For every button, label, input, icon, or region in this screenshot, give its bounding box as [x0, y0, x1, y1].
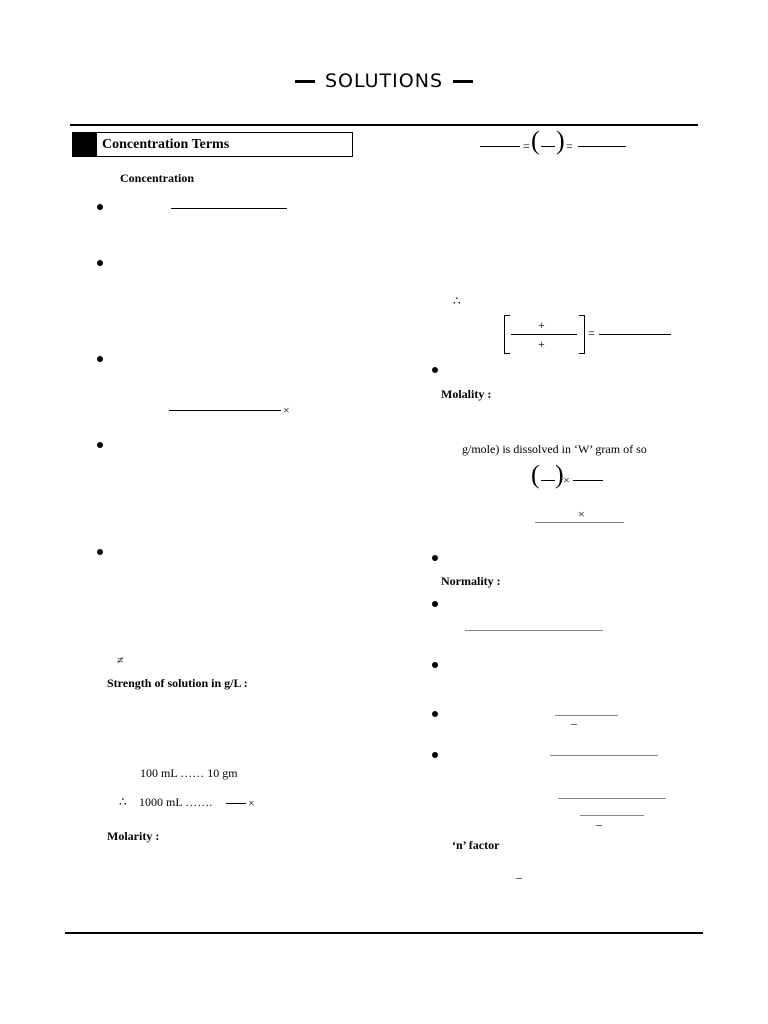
equals-symbol: =: [566, 139, 573, 153]
equals-symbol: =: [588, 326, 595, 340]
molality-heading: Molality :: [441, 387, 492, 401]
fraction-line: [465, 630, 603, 631]
bullet: [432, 367, 438, 373]
strength-heading: Strength of solution in g/L :: [107, 676, 248, 690]
fraction-line: [558, 798, 666, 799]
plus-symbol: +: [538, 318, 545, 332]
fraction-line: [578, 146, 626, 147]
bullet: [97, 549, 103, 555]
plus-symbol: +: [538, 337, 545, 351]
bullet: [432, 662, 438, 668]
minus-symbol: –: [516, 870, 522, 884]
left-bracket: [504, 315, 510, 354]
equals-symbol: =: [523, 139, 530, 153]
minus-symbol: –: [571, 716, 577, 730]
page-title: [0, 70, 768, 92]
bullet: [432, 555, 438, 561]
fraction-line: [541, 480, 555, 481]
fraction-line: [480, 146, 520, 147]
right-paren: ): [556, 126, 565, 155]
bullet: [97, 442, 103, 448]
times-symbol: ×: [563, 473, 570, 487]
footer-rule: [65, 932, 703, 934]
minus-symbol: –: [596, 817, 602, 831]
bullet: [432, 601, 438, 607]
therefore-symbol: ∴: [453, 294, 461, 308]
fraction-line: [573, 480, 603, 481]
fraction-line: [226, 803, 246, 804]
title-dash-right: [453, 80, 473, 83]
molarity-heading: Molarity :: [107, 829, 160, 843]
equation-line-2: 1000 mL …….: [139, 795, 213, 809]
section-heading-text: Concentration Terms: [102, 137, 230, 152]
right-paren: ): [555, 460, 564, 489]
not-equal-symbol: ≠: [117, 653, 124, 667]
left-paren: (: [531, 460, 540, 489]
right-bracket: [579, 315, 585, 354]
bullet: [97, 260, 103, 266]
bullet: [432, 711, 438, 717]
times-symbol: ×: [578, 507, 585, 521]
blank-line: [171, 208, 287, 209]
bullet: [432, 752, 438, 758]
page-title-text: SOLUTIONS: [325, 70, 443, 92]
fraction-line: [535, 522, 624, 523]
times-symbol: ×: [248, 796, 255, 810]
fraction-line: [580, 815, 644, 816]
fraction-line: [599, 334, 671, 335]
header-rule: [70, 124, 698, 126]
fraction-line: [550, 755, 658, 756]
section-heading-box: [72, 132, 353, 157]
title-dash-left: [295, 80, 315, 83]
times-symbol: ×: [283, 403, 290, 417]
fraction-line: [541, 146, 555, 147]
bullet: [97, 356, 103, 362]
molality-text: g/mole) is dissolved in ‘W’ gram of so: [462, 442, 647, 456]
fraction-line: [555, 715, 618, 716]
equation-line-1: 100 mL …… 10 gm: [140, 766, 238, 780]
fraction-line: [511, 334, 577, 335]
normality-heading: Normality :: [441, 574, 501, 588]
concentration-label: Concentration: [120, 171, 194, 185]
left-paren: (: [531, 126, 540, 155]
n-factor-heading: ‘n’ factor: [452, 838, 500, 852]
fraction-line: [169, 410, 281, 411]
bullet: [97, 204, 103, 210]
section-heading-marker: [73, 133, 97, 156]
therefore-symbol: ∴: [119, 795, 127, 809]
